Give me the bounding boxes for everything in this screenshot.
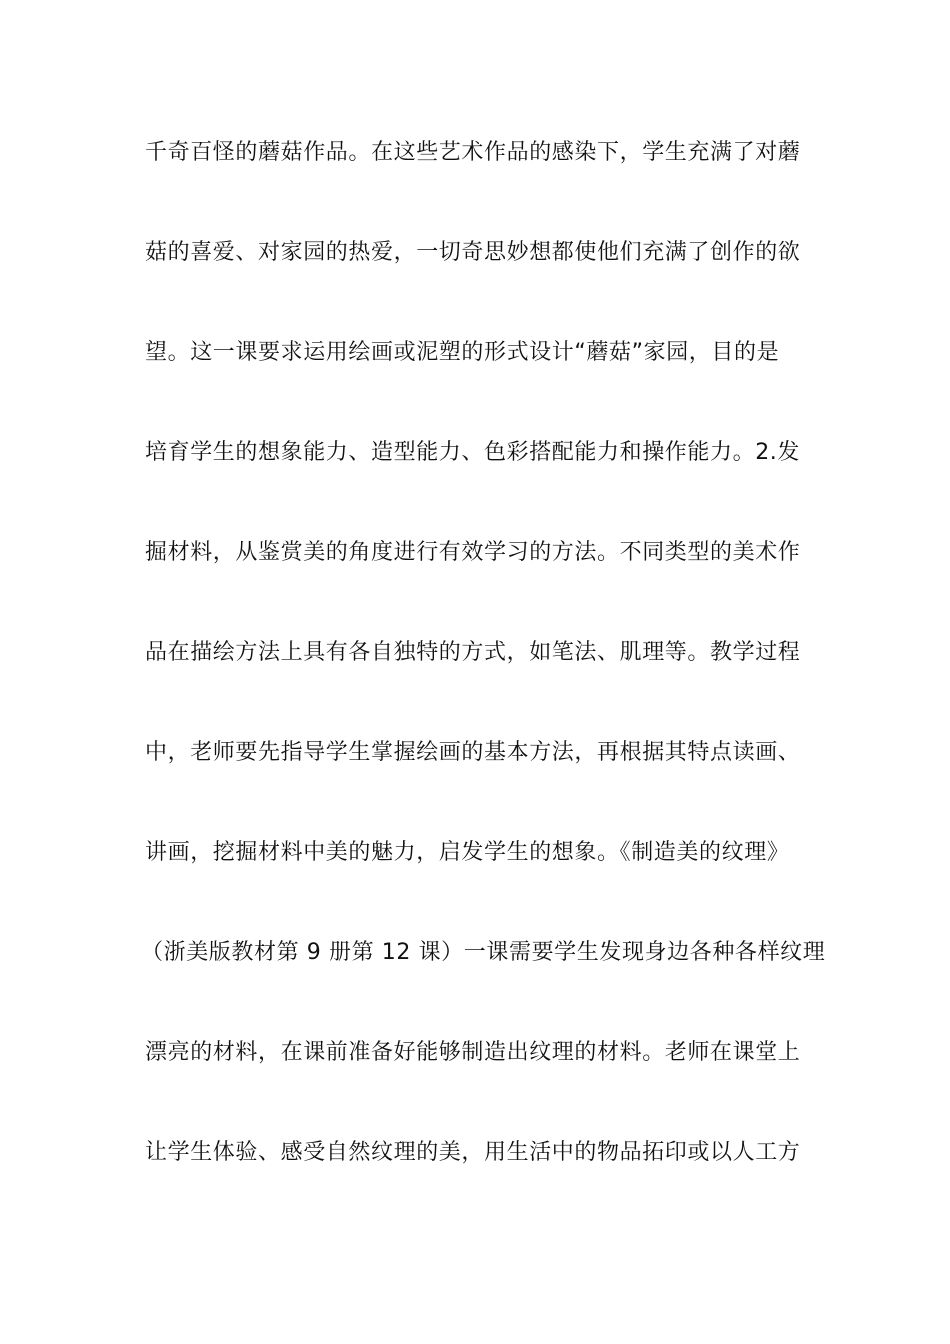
text-line: （浙美版教材第 9 册第 12 课）一课需要学生发现身边各种各样纹理 xyxy=(141,940,826,965)
text-line: 中，老师要先指导学生掌握绘画的基本方法，再根据其特点读画、 xyxy=(145,740,801,765)
body-text xyxy=(141,126,826,1226)
text-line: 讲画，挖掘材料中美的魅力，启发学生的想象。《制造美的纹理》 xyxy=(145,840,790,865)
text-line: 漂亮的材料，在课前准备好能够制造出纹理的材料。老师在课堂上 xyxy=(145,1040,801,1065)
text-line: 千奇百怪的蘑菇作品。在这些艺术作品的感染下，学生充满了对蘑 xyxy=(145,140,801,165)
text-line: 望。这一课要求运用绘画或泥塑的形式设计“蘑菇”家园，目的是 xyxy=(145,340,780,365)
text-line: 品在描绘方法上具有各自独特的方式，如笔法、肌理等。教学过程 xyxy=(145,640,801,665)
text-line: 掘材料，从鉴赏美的角度进行有效学习的方法。不同类型的美术作 xyxy=(145,540,801,565)
text-line: 培育学生的想象能力、造型能力、色彩搭配能力和操作能力。2.发 xyxy=(145,440,800,465)
text-line: 让学生体验、感受自然纹理的美，用生活中的物品拓印或以人工方 xyxy=(145,1140,801,1165)
text-line: 菇的喜爱、对家园的热爱，一切奇思妙想都使他们充满了创作的欲 xyxy=(145,240,801,265)
